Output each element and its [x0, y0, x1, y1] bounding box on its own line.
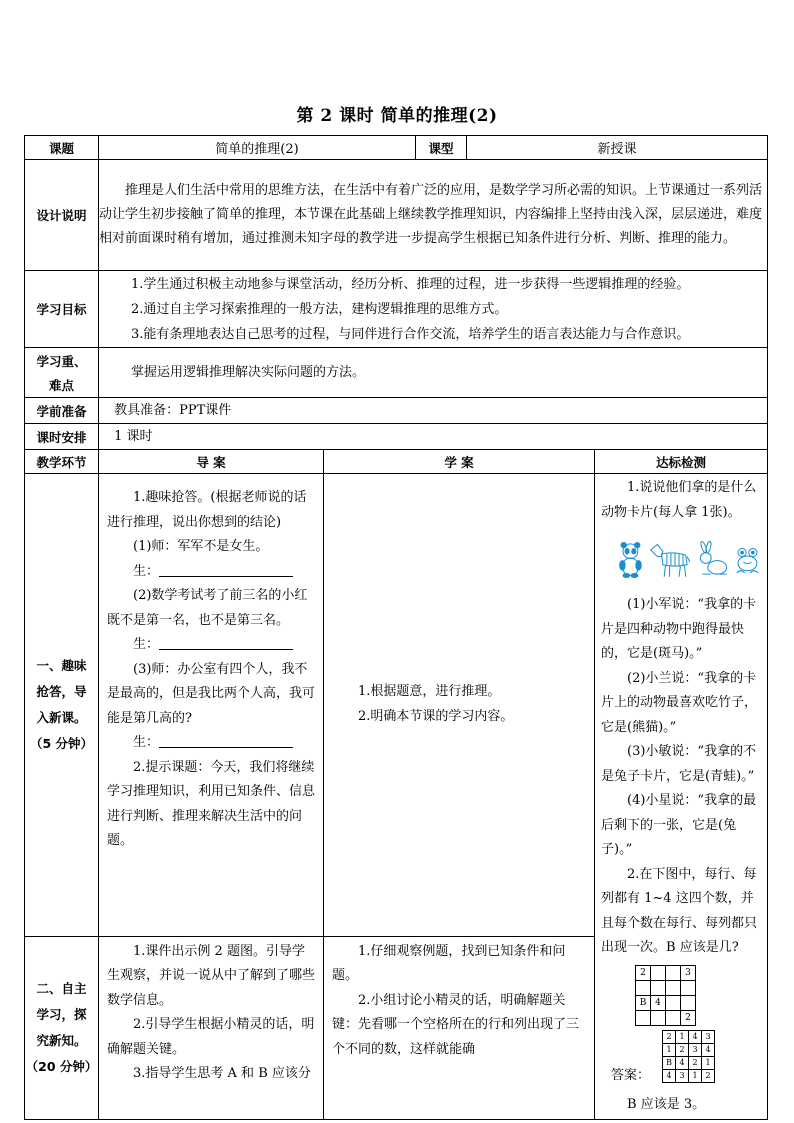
check-paragraph: 1.说说他们拿的是什么动物卡片(每人拿 1张)。 [601, 480, 757, 520]
answer-block [611, 1030, 761, 1089]
stage-line: 究新知。 [36, 1032, 87, 1048]
stage-line: 学习，探 [36, 1006, 87, 1022]
goals-label: 学习目标 [25, 271, 99, 348]
section1-study [324, 474, 595, 937]
grid-cell [666, 1010, 681, 1025]
grid-cell: 3 [676, 1069, 689, 1082]
study-paragraph: 1.根据题意，进行推理。 [358, 684, 501, 700]
schedule-line: 1 课时 [114, 429, 153, 444]
grid-cell: 3 [702, 1030, 715, 1043]
goal-item: 1.学生通过积极主动地参与课堂活动，经历分析、推理的过程，进一步获得一些逻辑推理的经验。 [131, 276, 690, 292]
guide-paragraph: 2.提示课题：今天，我们将继续学习推理知识，利用已知条件、信息进行判断、推理来解决生活中的问题。 [107, 759, 316, 848]
schedule-label: 课时安排 [25, 424, 99, 450]
col-guide: 导 案 [99, 450, 324, 474]
grid-cell: 2 [663, 1030, 676, 1043]
guide-paragraph: 3.指导学生思考 A 和 B 应该分 [133, 1066, 311, 1082]
section2-guide [99, 936, 324, 1119]
section2-stage [25, 936, 99, 1119]
grid-cell: 2 [676, 1043, 689, 1056]
check-answer: (2)小兰说：“我拿的卡片上的动物最喜欢吃竹子，它是(熊猫)。” [601, 670, 758, 735]
stage-line: 入新课。 [36, 709, 87, 725]
schedule-text [99, 424, 768, 450]
grid-cell: 2 [689, 1056, 702, 1069]
check-result: B 应该是 3。 [627, 1096, 706, 1112]
col-study: 学 案 [324, 450, 595, 474]
study-paragraph: 1.仔细观察例题，找到已知条件和问题。 [332, 943, 566, 984]
zebra-icon [648, 533, 691, 587]
stage-line: 一、趣味 [36, 657, 87, 673]
type-value: 新授课 [467, 136, 768, 160]
grid-cell: 3 [681, 965, 696, 980]
stage-line: （5 分钟） [29, 735, 94, 751]
stage-line: 抢答，导 [36, 683, 87, 699]
stage-line: 二、自主 [36, 980, 87, 996]
animal-cards [619, 529, 761, 587]
design-text: 推理是人们生活中常用的思维方法，在生活中有着广泛的应用，是数学学习所必需的知识。上节课通过一系列活动让学生初步接触了简单的推理，本节课在此基础上继续教学推理知识，内容编排上坚持由浅入深，层层递进，难度相对前面课时稍有增加，通过推测未知字母的教学进一步提高学生根据已知条件进行分析、判断、推理的能力。 [99, 160, 768, 271]
grid-cell: 2 [681, 1010, 696, 1025]
key-points-line: 掌握运用逻辑推理解决实际问题的方法。 [131, 365, 366, 380]
schedule-row [25, 424, 768, 450]
key-points-label-line: 学习重、 [36, 353, 87, 369]
grid-cell: B [663, 1056, 676, 1069]
guide-paragraph: 1.课件出示例 2 题图。引导学生观察，并说一说从中了解到了哪些数学信息。 [107, 943, 316, 1008]
key-points-row [25, 348, 768, 398]
grid-cell [666, 965, 681, 980]
answer-blank[interactable] [159, 562, 293, 577]
grid-cell [681, 980, 696, 995]
check-column [595, 474, 768, 1120]
puzzle-grid [635, 965, 696, 1026]
section1-guide [99, 474, 324, 937]
frog-icon [734, 533, 761, 587]
column-header-row [25, 450, 768, 474]
grid-cell [666, 980, 681, 995]
panda-icon [619, 533, 642, 587]
grid-cell [666, 995, 681, 1010]
grid-cell: 1 [676, 1030, 689, 1043]
grid-cell [681, 995, 696, 1010]
section1-stage [25, 474, 99, 937]
grid-cell: 1 [663, 1043, 676, 1056]
guide-paragraph: 2.引导学生根据小精灵的话，明确解题关键。 [107, 1017, 315, 1057]
type-label: 课型 [416, 136, 467, 160]
goals-list [99, 271, 768, 348]
lesson-plan-table [24, 135, 768, 1120]
key-points-label [25, 348, 99, 398]
prep-label: 学前准备 [25, 398, 99, 424]
prep-line: 教具准备：PPT课件 [114, 403, 232, 418]
grid-cell [651, 1010, 666, 1025]
guide-question: (2)数学考试考了前三名的小红既不是第一名，也不是第三名。 [107, 588, 308, 628]
page-title: 第 2 课时 简单的推理(2) [296, 106, 498, 126]
grid-cell: 4 [689, 1030, 702, 1043]
check-answer: (1)小军说：“我拿的卡片是四种动物中跑得最快的，它是(斑马)。” [601, 597, 757, 661]
grid-cell [651, 965, 666, 980]
answer-grid [662, 1030, 715, 1083]
check-answer: (3)小敏说：“我拿的不是兔子卡片，它是(青蛙)。” [601, 744, 757, 784]
guide-answer-line [107, 633, 315, 658]
grid-cell: 3 [689, 1043, 702, 1056]
design-row [25, 160, 768, 271]
grid-cell: 4 [676, 1056, 689, 1069]
guide-question: (3)师：办公室有四个人，我不是最高的，但是我比两个人高，我可能是第几高的? [107, 661, 316, 726]
stage-line: （20 分钟） [25, 1058, 98, 1074]
guide-question: (1)师：军军不是女生。 [133, 539, 269, 554]
col-check: 达标检测 [595, 450, 768, 474]
study-paragraph: 2.明确本节课的学习内容。 [358, 708, 514, 724]
answer-label: 答案： [611, 1068, 651, 1083]
key-points-label-line: 难点 [48, 377, 74, 393]
grid-cell: 1 [702, 1056, 715, 1069]
answer-blank[interactable] [159, 733, 293, 748]
design-label: 设计说明 [25, 160, 99, 271]
section1-row [25, 474, 768, 937]
study-paragraph: 2.小组讨论小精灵的话，明确解题关键：先看哪一个空格所在的行和列出现了三个不同的数，这样就能确 [332, 992, 580, 1057]
lesson-value: 简单的推理(2) [99, 136, 416, 160]
grid-cell: B [636, 995, 651, 1010]
guide-answer-line [107, 560, 315, 585]
grid-cell: 4 [663, 1069, 676, 1082]
key-points-text [99, 348, 768, 398]
prep-row [25, 398, 768, 424]
answer-prefix: 生： [133, 637, 160, 652]
grid-cell: 2 [702, 1069, 715, 1082]
answer-prefix: 生： [133, 735, 160, 750]
check-answer: (4)小星说：“我拿的最后剩下的一张，它是(兔子)。” [601, 793, 757, 857]
col-stage: 教学环节 [25, 450, 99, 474]
grid-cell: 4 [702, 1043, 715, 1056]
grid-cell [651, 980, 666, 995]
goals-row [25, 271, 768, 348]
grid-cell [636, 980, 651, 995]
answer-prefix: 生： [133, 563, 160, 579]
guide-paragraph: 1.趣味抢答。(根据老师说的话进行推理，说出你想到的结论) [107, 490, 307, 530]
prep-text [99, 398, 768, 424]
check-paragraph: 2.在下图中，每行、每列都有 1~4 这四个数，并且每个数在每行、每列都只出现一次。B 应该是几? [601, 866, 758, 955]
grid-cell [636, 1010, 651, 1025]
lesson-label: 课题 [25, 136, 99, 160]
section2-study [324, 936, 595, 1119]
grid-cell: 1 [689, 1069, 702, 1082]
header-row [25, 136, 768, 160]
goal-item: 2.通过自主学习探索推理的一般方法，建构逻辑推理的思维方式。 [131, 301, 508, 317]
grid-cell: 2 [636, 965, 651, 980]
rabbit-icon [697, 533, 728, 587]
answer-blank[interactable] [159, 635, 293, 650]
guide-answer-line [107, 731, 315, 756]
goal-item: 3.能有条理地表达自己思考的过程，与同伴进行合作交流，培养学生的语言表达能力与合作意识。 [131, 326, 690, 342]
grid-cell: 4 [651, 995, 666, 1010]
